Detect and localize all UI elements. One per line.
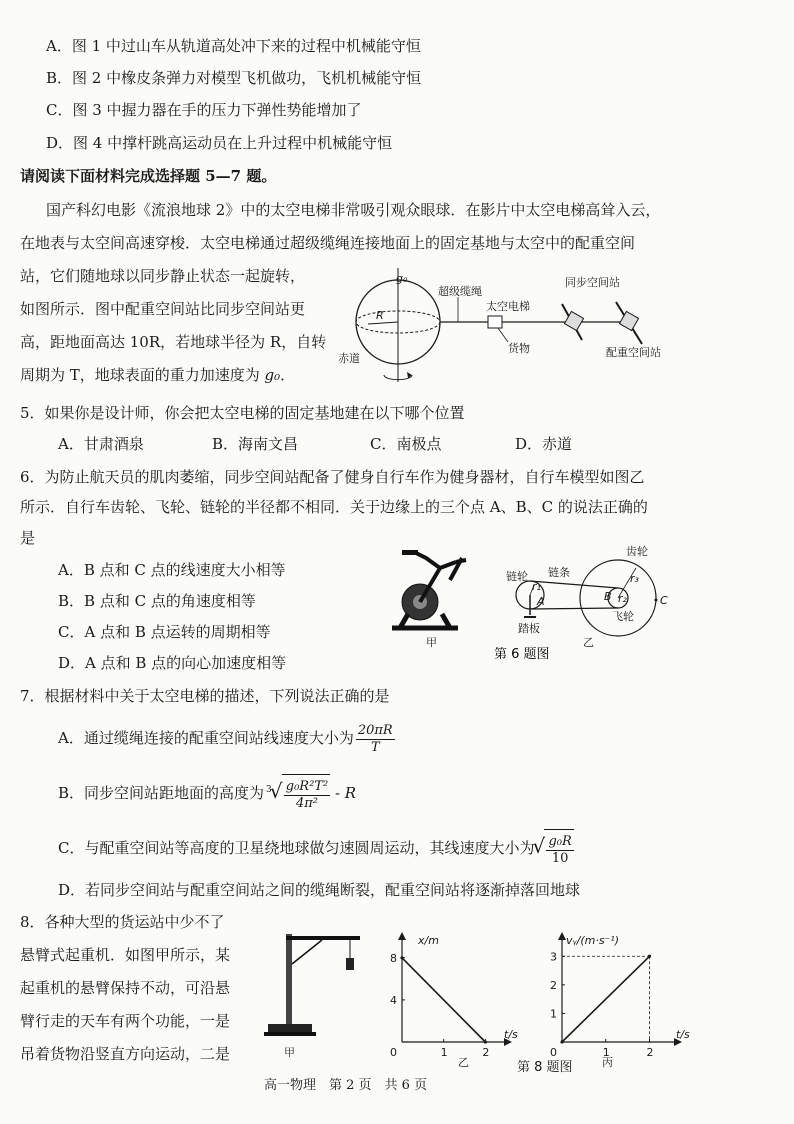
q6-option-a: A．B 点和 C 点的线速度大小相等 (58, 561, 286, 579)
q8-line-3: 起重机的悬臂保持不动，可沿悬 (20, 979, 231, 997)
chart-bing-ytick-label: 3 (550, 950, 557, 964)
chart-yi (378, 928, 528, 1068)
q5-option-c: C．南极点 (370, 435, 442, 453)
elevator-label: 太空电梯 (486, 300, 530, 313)
chart-yi-xtick-label: 0 (390, 1046, 397, 1059)
chart-bing-ytick-label: 1 (550, 1007, 557, 1021)
r2-label: r₂ (618, 592, 627, 605)
g0-symbol: g₀ (264, 366, 281, 384)
fig6-caption: 第 6 题图 (494, 647, 550, 662)
fig6-jia-label: 甲 (426, 636, 437, 649)
q7-option-c (58, 828, 574, 870)
q6-option-d: D．A 点和 B 点的向心加速度相等 (58, 654, 287, 672)
chart-yi-data-point (400, 956, 403, 959)
q7-b-root-index: 3 (266, 785, 272, 795)
q8-line-1: 8．各种大型的货运站中少不了 (20, 913, 225, 931)
chart-bing-title: 丙 (602, 1056, 613, 1068)
chart-bing-xtick-label: 0 (550, 1046, 557, 1059)
q7-b-radical (282, 774, 330, 815)
point-a-label: A (537, 595, 545, 608)
material-line-5: 高，距地面高达 10R，若地球半径为 R，自转 (20, 333, 327, 351)
q4-option-c: C．图 3 中握力器在手的压力下弹性势能增加了 (46, 101, 362, 119)
chart-bing-xlabel: t/s (676, 1028, 690, 1041)
section-heading: 请阅读下面材料完成选择题 5—7 题。 (20, 167, 277, 185)
earth-globe (356, 268, 440, 382)
space-elevator-figure (330, 262, 700, 392)
q7-a-fraction (356, 723, 395, 756)
crane-icon (264, 934, 360, 1036)
g0-label: g₀ (396, 272, 408, 285)
fig8-jia-label: 甲 (284, 1046, 295, 1059)
chart-bing-data-point (648, 955, 651, 958)
gear-label: 齿轮 (626, 545, 648, 558)
sync-station-label: 同步空间站 (565, 276, 620, 289)
material-line-6-text: 周期为 T，地球表面的重力加速度为 (20, 366, 265, 384)
r1-label: r₁ (532, 580, 541, 593)
material-line-2: 在地表与太空间高速穿梭．太空电梯通过超级缆绳连接地面上的固定基地与太空中的配重空间 (20, 234, 636, 252)
q7-c-text: C．与配重空间站等高度的卫星绕地球做匀速圆周运动，其线速度大小为 (58, 839, 535, 857)
chart-bing-data-point (560, 1040, 563, 1043)
point-b-label: B (604, 590, 612, 603)
q4-option-d: D．图 4 中撑杆跳高运动员在上升过程中机械能守恒 (46, 134, 393, 152)
material-line-6 (20, 365, 295, 385)
chart-yi-xtick-label: 1 (440, 1046, 448, 1059)
elevator-cabin (488, 316, 502, 328)
fig6-yi-label: 乙 (583, 636, 594, 649)
q8-line-2: 悬臂式起重机．如图甲所示，某 (20, 946, 231, 964)
chart-bing (538, 928, 698, 1068)
q7-stem: 7．根据材料中关于太空电梯的描述，下列说法正确的是 (20, 687, 390, 705)
material-line-6-end: ． (280, 366, 296, 384)
bike-figure (378, 540, 698, 670)
material-line-3: 站，它们随地球以同步静止状态一起旋转， (20, 267, 306, 285)
chart-yi-ylabel: x/m (418, 934, 439, 947)
q7-b-tail: - R (334, 784, 357, 802)
page-footer: 高一物理 第 2 页 共 6 页 (264, 1078, 428, 1093)
q7-option-b (58, 770, 356, 815)
r3-label: r₃ (630, 572, 639, 585)
q5-stem: 5．如果你是设计师，你会把太空电梯的固定基地建在以下哪个位置 (20, 404, 465, 422)
cargo-label: 货物 (508, 342, 530, 355)
q7-b-numerator: √ g₀R²T² (285, 779, 329, 794)
point-c-label: C (660, 594, 668, 607)
chart-yi-ytick-label: 4 (390, 993, 397, 1007)
q5-option-a: A．甘肃酒泉 (58, 435, 144, 453)
pedal-label: 踏板 (518, 622, 540, 635)
q7-b-text: B．同步空间站距地面的高度为 (58, 784, 265, 802)
q4-option-b: B．图 2 中橡皮条弹力对模型飞机做功，飞机机械能守恒 (46, 69, 422, 87)
chart-bing-xtick-label: 2 (646, 1046, 654, 1059)
chart-bing-axes (558, 932, 682, 1046)
q7-c-radical (544, 829, 573, 870)
chart-bing-xtick-label: 1 (602, 1046, 610, 1059)
chart-yi-axes (398, 932, 512, 1046)
crane-figure (262, 928, 372, 1068)
chainwheel-label: 链轮 (506, 570, 528, 583)
q7-a-text: A．通过缆绳连接的配重空间站线速度大小为 (58, 729, 354, 747)
chart-yi-title: 乙 (458, 1056, 469, 1068)
q8-line-5: 吊着货物沿竖直方向运动，二是 (20, 1045, 231, 1063)
equator-label: 赤道 (338, 352, 360, 365)
q5-option-b: B．海南文昌 (212, 435, 299, 453)
q7-a-numerator: 20πR (357, 722, 393, 738)
q6-option-b: B．B 点和 C 点的角速度相等 (58, 592, 256, 610)
radius-label: R (376, 309, 384, 322)
chain-label: 链条 (548, 566, 570, 579)
q6-stem-1: 6．为防止航天员的肌肉萎缩，同步空间站配备了健身自行车作为健身器材，自行车模型如图乙 (20, 468, 645, 486)
q7-option-a (58, 720, 397, 756)
chart-bing-ytick-label: 2 (550, 978, 557, 992)
chart-yi-xtick-label: 2 (482, 1046, 490, 1059)
chart-yi-ytick-label: 8 (390, 951, 397, 965)
chart-yi-series-line (402, 958, 485, 1042)
exercise-bike-icon (392, 550, 466, 628)
q6-stem-3: 是 (20, 529, 36, 547)
q6-stem-2: 所示．自行车齿轮、飞轮、链轮的半径都不相同．关于边缘上的三个点 A、B、C 的说法正确的 (20, 498, 648, 516)
q5-option-d: D．赤道 (515, 435, 573, 453)
q7-c-denominator: 10 (551, 851, 569, 866)
fig8-caption: 第 8 题图 (517, 1060, 573, 1075)
q6-option-c: C．A 点和 B 点运转的周期相等 (58, 623, 271, 641)
material-line-1: 国产科幻电影《流浪地球 2》中的太空电梯非常吸引观众眼球．在影片中太空电梯高耸入云， (46, 201, 661, 219)
counter-station-icon (616, 302, 642, 344)
counter-station-label: 配重空间站 (606, 346, 661, 359)
q7-option-d: D．若同步空间站与配重空间站之间的缆绳断裂，配重空间站将逐渐掉落回地球 (58, 881, 581, 899)
q7-c-numerator: √ g₀R (548, 834, 572, 849)
cable-label: 超级缆绳 (438, 285, 482, 298)
q7-a-denominator: T (370, 739, 380, 755)
chart-bing-ylabel: vᵧ/(m·s⁻¹) (566, 934, 620, 947)
q4-option-a: A．图 1 中过山车从轨道高处冲下来的过程中机械能守恒 (46, 37, 421, 55)
q8-line-4: 臂行走的天车有两个功能，一是 (20, 1012, 231, 1030)
material-line-4: 如图所示．图中配重空间站比同步空间站更 (20, 300, 306, 318)
chart-bing-series-line (562, 956, 650, 1042)
sync-station-icon (562, 304, 584, 340)
chart-yi-xlabel: t/s (504, 1028, 518, 1041)
chart-yi-data-point (484, 1040, 487, 1043)
q7-b-denominator: 4π² (295, 796, 318, 811)
flywheel-label: 飞轮 (612, 610, 634, 623)
